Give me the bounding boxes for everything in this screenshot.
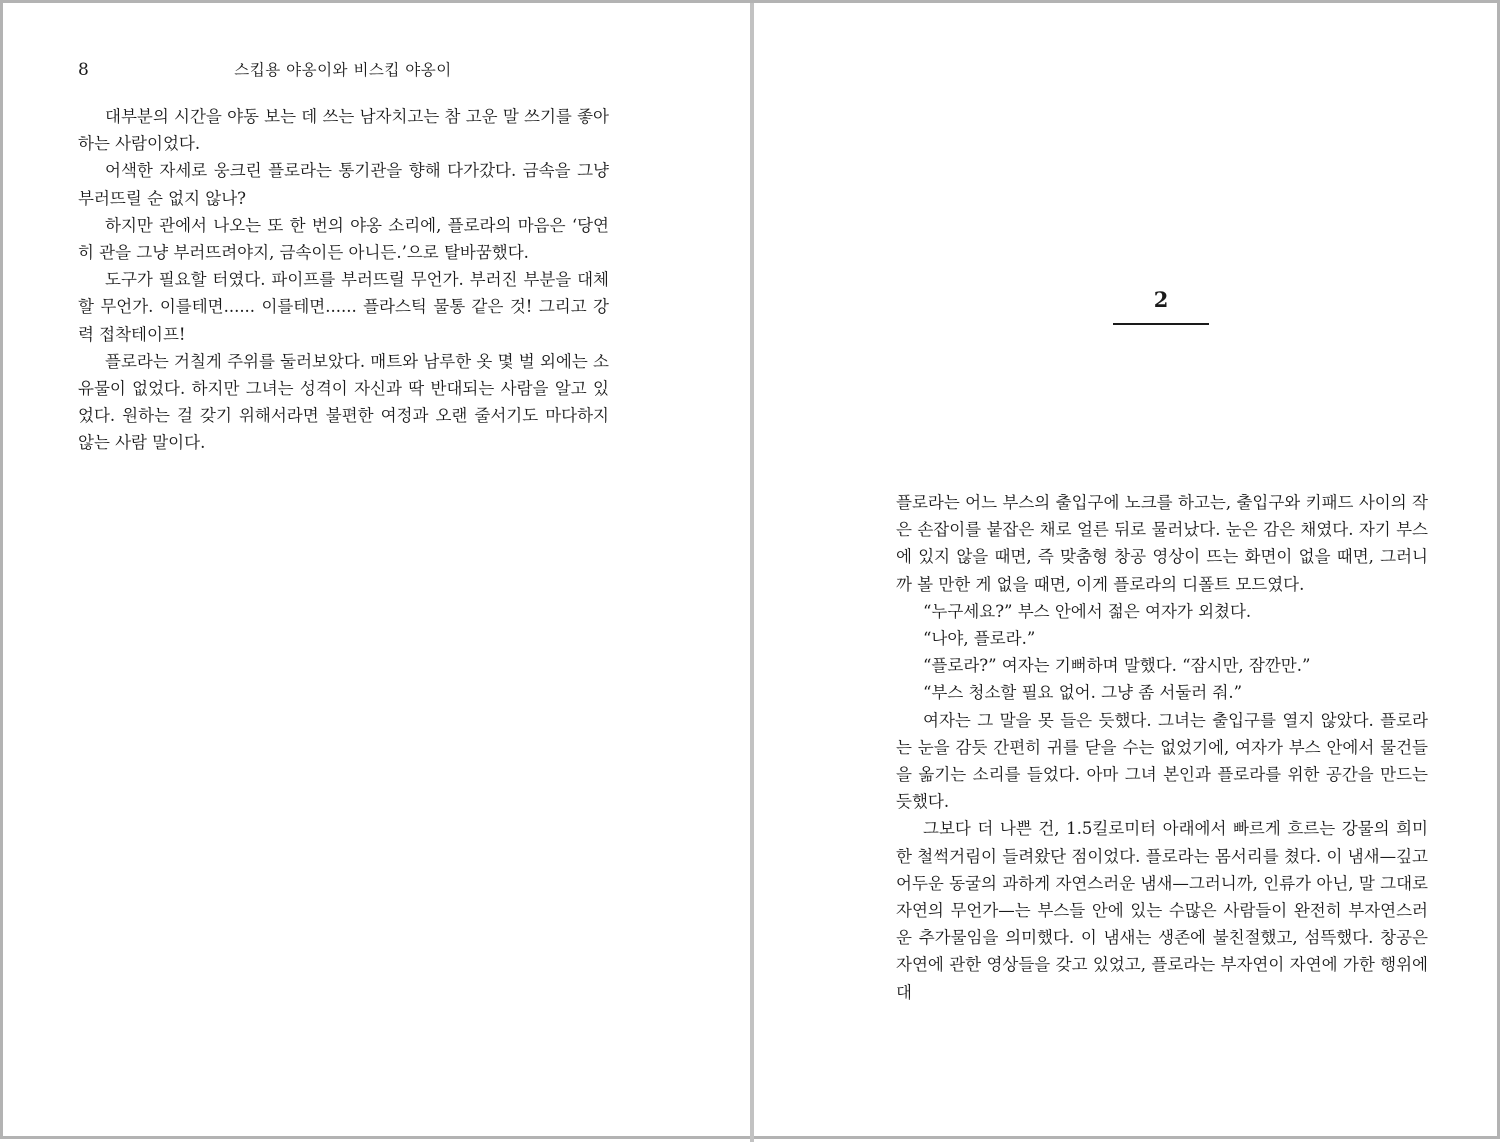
right-page: [754, 3, 1500, 1142]
paragraph: 대부분의 시간을 야동 보는 데 쓰는 남자치고는 참 고운 말 쓰기를 좋아하는 사람이었다.: [78, 107, 609, 154]
paragraph: 플로라는 어느 부스의 출입구에 노크를 하고는, 출입구와 키패드 사이의 작은 손잡이를 붙잡은 채로 얼른 뒤로 물러났다. 눈은 감은 채였다. 자기 부스에 있지 않을 때면, 즉 맞춤형 창공 영상이 뜨는 화면이 없을 때면, 그러니까 볼 만한 게 없을 때면, 이게 플로라의 디폴트 모드였다.: [896, 493, 1428, 594]
right-body-text: [896, 489, 1428, 1006]
paragraph: 플로라는 거칠게 주위를 둘러보았다. 매트와 남루한 옷 몇 벌 외에는 소유물이 없었다. 하지만 그녀는 성격이 자신과 딱 반대되는 사람을 알고 있었다. 원하는 걸 갖기 위해서라면 불편한 여정과 오랜 줄서기도 마다하지 않는 사람 말이다.: [78, 351, 609, 453]
paragraph: “플로라?” 여자는 기뻐하며 말했다. “잠시만, 잠깐만.”: [923, 656, 1311, 676]
left-body-text: [78, 103, 609, 457]
paragraph: 하지만 관에서 나오는 또 한 번의 야옹 소리에, 플로라의 마음은 ‘당연히 관을 그냥 부러뜨려야지, 금속이든 아니든.’으로 탈바꿈했다.: [78, 215, 609, 263]
chapter-rule: [1113, 323, 1209, 325]
paragraph: “나야, 플로라.”: [923, 629, 1036, 649]
paragraph: “부스 청소할 필요 없어. 그냥 좀 서둘러 줘.”: [923, 683, 1243, 703]
paragraph: “누구세요?” 부스 안에서 젊은 여자가 외쳤다.: [923, 601, 1252, 621]
running-title: 스킵용 야옹이와 비스킵 야옹이: [234, 61, 452, 79]
left-page: [3, 3, 750, 1142]
paragraph: 여자는 그 말을 못 들은 듯했다. 그녀는 출입구를 열지 않았다. 플로라는 눈을 감듯 간편히 귀를 닫을 수는 없었기에, 여자가 부스 안에서 물건들을 옮기는 소리를 들었다. 아마 그녀 본인과 플로라를 위한 공간을 만드는 듯했다.: [896, 710, 1428, 812]
running-head: [78, 57, 608, 83]
paragraph: 어색한 자세로 웅크린 플로라는 통기관을 향해 다가갔다. 금속을 그냥 부러뜨릴 순 없지 않나?: [78, 161, 609, 208]
paragraph: 그보다 더 나쁜 건, 1.5킬로미터 아래에서 빠르게 흐르는 강물의 희미한 철썩거림이 들려왔단 점이었다. 플로라는 몸서리를 쳤다. 이 냄새—깊고 어두운 동굴의 과하게 자연스러운 냄새—그러니까, 인류가 아닌, 말 그대로 자연의 무언가—는 부스들 안에 있는 수많은 사람들이 완전히 부자연스러운 추가물임을 의미했다. 이 냄새는 생존에 불친절했고, 섬뜩했다. 창공은 자연에 관한 영상들을 갖고 있었고, 플로라는 부자연이 자연에 가한 행위에 대: [896, 819, 1428, 1002]
page-number: 8: [78, 60, 89, 80]
paragraph: 도구가 필요할 터였다. 파이프를 부러뜨릴 무언가. 부러진 부분을 대체할 무언가. 이를테면...... 이를테면...... 플라스틱 물통 같은 것! 그리고 강력 접착테이프!: [78, 270, 609, 344]
chapter-number: 2: [1153, 287, 1169, 312]
